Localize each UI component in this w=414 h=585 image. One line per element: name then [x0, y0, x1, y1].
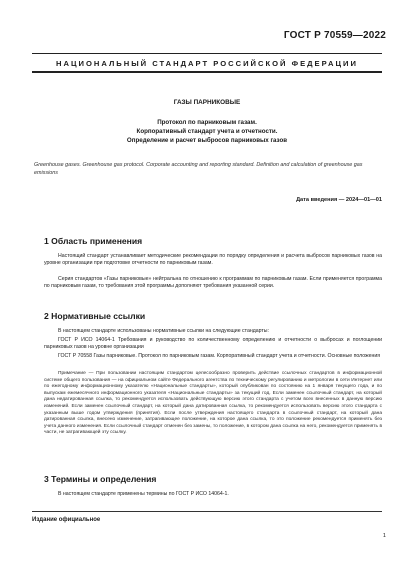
subtitle-line-1: Протокол по парниковым газам.	[157, 119, 257, 126]
subtitle-line-3: Определение и расчет выбросов парниковых газов	[126, 137, 288, 144]
section-2-title: 2 Нормативные ссылки	[44, 311, 146, 321]
english-title: Greenhouse gases. Greenhouse gas protocol. Corporate accounting and reporting standard. Definition and calculation of greenhouse gas emissions	[34, 162, 363, 176]
header-top-rule	[32, 53, 382, 54]
subtitle-line-2: Корпоративный стандарт учета и отчетности.	[136, 128, 278, 135]
official-edition-label: Издание официальное	[32, 517, 101, 523]
section-1-title: 1 Область применения	[44, 236, 143, 246]
section-3-title: 3 Термины и определения	[44, 474, 157, 484]
standard-number: ГОСТ Р 70559—2022	[283, 30, 386, 41]
page-number: 1	[382, 533, 386, 539]
header-bottom-rule	[32, 71, 382, 73]
section-2-paragraph-1: В настоящем стандарте использованы нормативные ссылки на следующие стандарты:	[58, 328, 269, 334]
section-2-reference-2: ГОСТ Р 70558 Газы парниковые. Протокол по парниковым газам. Корпоративный стандарт учета и отчетности. Основные положения	[58, 353, 381, 359]
section-2-note: Примечание — При пользовании настоящим стандартом целесообразно проверить действие ссылочных стандартов в информационной системе общего пользования — на официальном сайте Федерального агентства по техническому регулированию и метрологии в сети Интернет или по ежегодному информационному указателю «Национальные стандарты», который опубликован по состоянию на 1 января текущего года, и по выпускам ежемесячного информационного указателя «Национальные стандарты» за текущий год. Если заменен ссылочный стандарт, на который дана недатированная ссылка, то рекомендуется использовать действующую версию этого стандарта с учетом всех внесенных в данную версию изменений. Если заменен ссылочный стандарт, на который дана датированная ссылка, то рекомендуется использовать версию этого стандарта с указанным выше годом утверждения (принятия). Если после утверждения настоящего стандарта в ссылочный стандарт, на который дана датированная ссылка, внесено изменение, затрагивающее положение, на которое дана ссылка, то это положение рекомендуется применять без учета данного изменения. Если ссылочный стандарт отменен без замены, то положение, в котором дана ссылка на него, рекомендуется применять в части, не затрагивающей эту ссылку.	[44, 371, 382, 436]
section-1-paragraph-1: Настоящий стандарт устанавливает методические рекомендации по порядку определения и расчета выбросов парниковых газов на уровне организации при подготовке отчетности по парниковым газам.	[44, 253, 382, 267]
section-1-paragraph-2: Серия стандартов «Газы парниковые» нейтральна по отношению к программам по парниковым газам. Если применяется программа по парниковым газам, то требования этой программы дополняют требования указанной серии.	[44, 276, 382, 290]
document-main-title: ГАЗЫ ПАРНИКОВЫЕ	[173, 99, 241, 106]
introduction-date: Дата введения — 2024—01—01	[296, 197, 382, 203]
section-3-paragraph-1: В настоящем стандарте применены термины по ГОСТ Р ИСО 14064-1.	[58, 491, 229, 497]
document-subtitle	[32, 118, 382, 145]
national-standard-title: НАЦИОНАЛЬНЫЙ СТАНДАРТ РОССИЙСКОЙ ФЕДЕРАЦИИ	[56, 59, 358, 68]
section-2-reference-1: ГОСТ Р ИСО 14064-1 Требования и руководство по количественному определению и отчетности о выбросах и поглощении парниковых газов на уровне организации	[44, 337, 382, 351]
footer-rule	[32, 511, 382, 512]
